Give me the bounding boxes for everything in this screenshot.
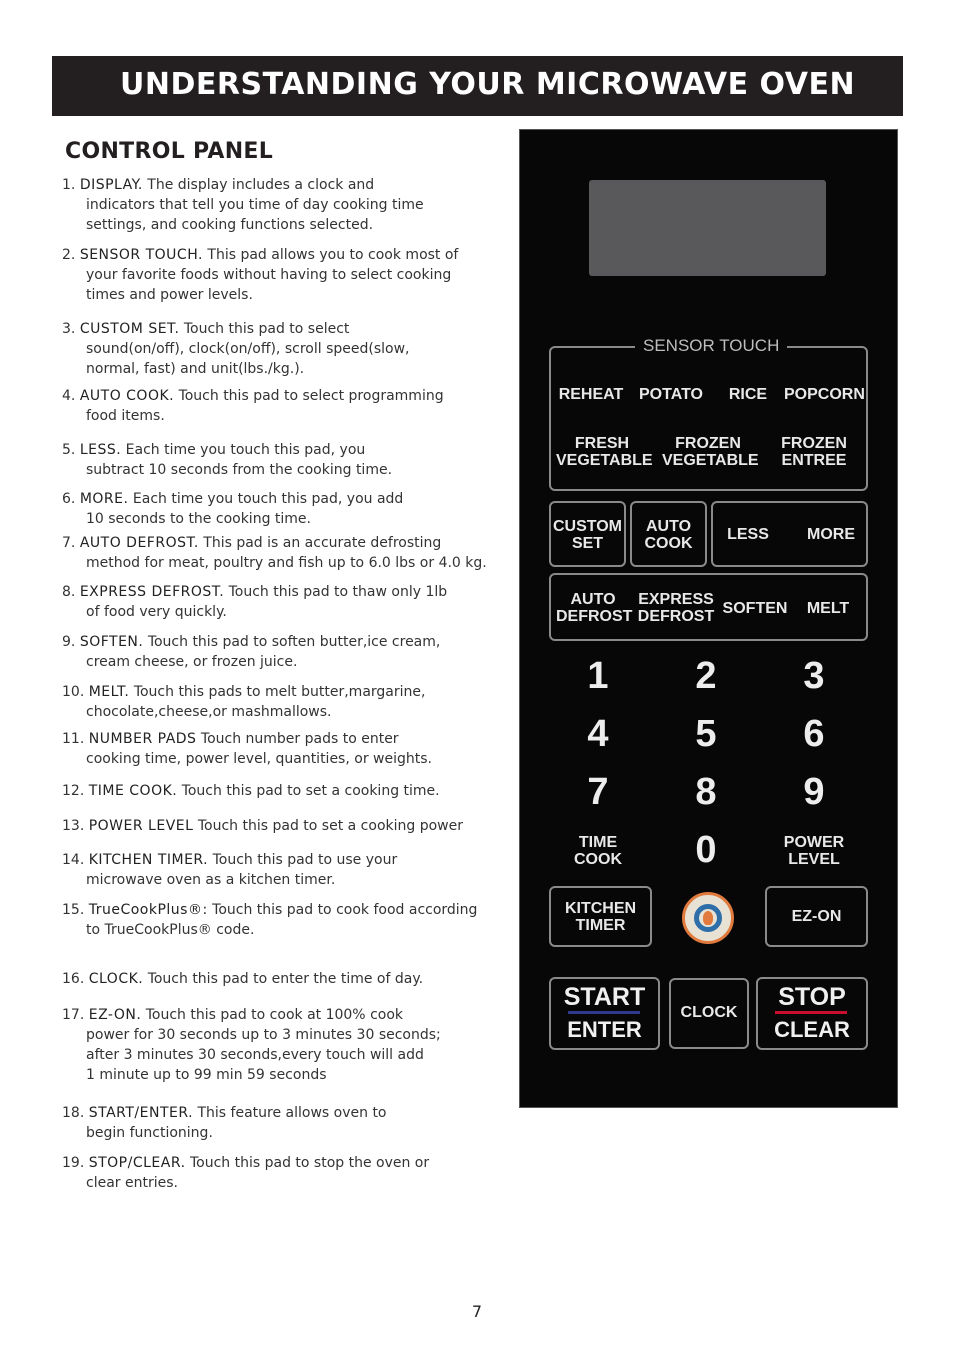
digit-4: 4 [587, 713, 609, 755]
melt-key: MELT [806, 600, 850, 617]
item-number: 6. [62, 491, 76, 507]
soften-key: SOFTEN [722, 600, 788, 617]
item-description: Touch this pad to soften butter,ice cream, [147, 634, 441, 650]
more-key: MORE [807, 526, 855, 543]
item-term: START/ENTER. [88, 1105, 194, 1121]
list-item [62, 440, 507, 480]
stop-label: STOP [778, 983, 846, 1011]
fresh-vegetable-line1: FRESH [574, 435, 630, 452]
express-defrost-line2: DEFROST [637, 608, 715, 625]
item-number: 4. [62, 388, 76, 404]
item-description-continued: times and power levels. [86, 287, 253, 303]
item-description-continued: after 3 minutes 30 seconds,every touch will add [86, 1047, 424, 1063]
item-description: Touch this pad to use your [212, 852, 398, 868]
power-level-key [774, 834, 854, 868]
sensor-touch-label: SENSOR TOUCH [635, 336, 787, 356]
popcorn-key: POPCORN [784, 386, 865, 403]
item-number: 2. [62, 247, 76, 263]
item-number: 9. [62, 634, 76, 650]
list-item [62, 781, 507, 801]
list-item [62, 729, 507, 769]
item-description-continued: food items. [86, 408, 165, 424]
item-description: Touch this pad to stop the oven or [189, 1155, 430, 1171]
item-number: 10. [62, 684, 85, 700]
list-item [62, 969, 507, 989]
digit-9: 9 [803, 771, 825, 813]
item-term: MORE. [79, 491, 129, 507]
item-term: STOP/CLEAR. [88, 1155, 186, 1171]
item-number: 19. [62, 1155, 85, 1171]
item-description: Touch number pads to enter [200, 731, 399, 747]
item-number: 12. [62, 783, 85, 799]
list-item [62, 489, 507, 529]
item-number: 7. [62, 535, 76, 551]
item-number: 5. [62, 442, 76, 458]
frozen-vegetable-line2: VEGETABLE [662, 452, 759, 469]
item-term: SOFTEN. [79, 634, 144, 650]
item-term: SENSOR TOUCH. [79, 247, 203, 263]
item-term: CUSTOM SET. [79, 321, 180, 337]
item-number: 14. [62, 852, 85, 868]
item-number: 18. [62, 1105, 85, 1121]
list-item [62, 1103, 507, 1143]
item-description-continued: cooking time, power level, quantities, or weights. [86, 751, 432, 767]
item-term: CLOCK. [88, 971, 144, 987]
list-item [62, 1153, 507, 1193]
frozen-vegetable-key [662, 435, 759, 469]
list-item [62, 816, 507, 836]
auto-defrost-key [556, 591, 633, 625]
item-number: 16. [62, 971, 85, 987]
item-description: This pad allows you to cook most of [207, 247, 459, 263]
item-description-continued: cream cheese, or frozen juice. [86, 654, 298, 670]
auto-defrost-line1: AUTO [570, 591, 616, 608]
list-item [62, 386, 507, 426]
start-divider [568, 1011, 640, 1014]
auto-cook-label [632, 518, 705, 552]
header-bar [52, 56, 903, 116]
power-level-line1: POWER [783, 834, 845, 851]
item-number: 1. [62, 177, 76, 193]
ez-on-label: EZ-ON [791, 908, 842, 925]
item-number: 13. [62, 818, 85, 834]
list-item [62, 900, 507, 940]
time-cook-line1: TIME [578, 834, 618, 851]
fresh-vegetable-line2: VEGETABLE [556, 452, 653, 469]
custom-set-label [551, 518, 624, 552]
item-description-continued: power for 30 seconds up to 3 minutes 30 seconds; [86, 1027, 441, 1043]
clear-label: CLEAR [774, 1017, 850, 1042]
digit-0: 0 [695, 829, 717, 871]
item-description-continued: indicators that tell you time of day cooking time [86, 197, 424, 213]
item-term: DISPLAY. [79, 177, 143, 193]
section-title: CONTROL PANEL [65, 139, 274, 164]
page-number: 7 [471, 1302, 483, 1321]
item-term: AUTO COOK. [79, 388, 175, 404]
item-description: This pad is an accurate defrosting [203, 535, 442, 551]
item-term: EZ-ON. [88, 1007, 142, 1023]
list-item [62, 533, 507, 573]
item-description-continued: clear entries. [86, 1175, 178, 1191]
rice-key: RICE [728, 386, 768, 403]
item-description-continued: subtract 10 seconds from the cooking time. [86, 462, 393, 478]
time-cook-line2: COOK [574, 851, 622, 868]
custom-set-line2: SET [571, 535, 604, 552]
kitchen-timer-label [551, 900, 650, 934]
display-window [589, 180, 826, 276]
express-defrost-line1: EXPRESS [638, 591, 714, 608]
item-description-continued: begin functioning. [86, 1125, 213, 1141]
item-term: TIME COOK. [88, 783, 178, 799]
list-item [62, 245, 507, 305]
less-key: LESS [727, 526, 769, 543]
digit-3: 3 [803, 655, 825, 697]
item-term: KITCHEN TIMER. [88, 852, 209, 868]
list-item [62, 1005, 507, 1085]
item-description: This feature allows oven to [197, 1105, 387, 1121]
start-label: START [563, 983, 646, 1011]
item-description: Touch this pad to set a cooking power [197, 818, 463, 834]
item-description: The display includes a clock and [147, 177, 375, 193]
time-cook-key [560, 834, 636, 868]
item-term: LESS. [79, 442, 122, 458]
list-item [62, 632, 507, 672]
item-description: Touch this pad to cook food according [212, 902, 478, 918]
item-description-continued: settings, and cooking functions selected. [86, 217, 374, 233]
item-term: NUMBER PADS [88, 731, 197, 747]
enter-label: ENTER [567, 1017, 642, 1042]
list-item [62, 682, 507, 722]
digit-7: 7 [587, 771, 609, 813]
auto-defrost-line2: DEFROST [556, 608, 633, 625]
item-description-continued: your favorite foods without having to select cooking [86, 267, 452, 283]
list-item [62, 319, 507, 379]
page-title: UNDERSTANDING YOUR MICROWAVE OVEN [120, 67, 856, 102]
item-number: 3. [62, 321, 76, 337]
kitchen-timer-line2: TIMER [575, 917, 626, 934]
digit-6: 6 [803, 713, 825, 755]
reheat-key: REHEAT [558, 386, 624, 403]
digit-5: 5 [695, 713, 717, 755]
item-description-continued: method for meat, poultry and fish up to 6.0 lbs or 4.0 kg. [86, 555, 487, 571]
item-term: MELT. [88, 684, 130, 700]
control-panel-illustration [519, 129, 898, 1108]
item-description-continued: chocolate,cheese,or mashmallows. [86, 704, 332, 720]
item-term: AUTO DEFROST. [79, 535, 199, 551]
item-description: Each time you touch this pad, you [125, 442, 366, 458]
item-description-continued: to TrueCookPlus® code. [86, 922, 255, 938]
item-description-continued: sound(on/off), clock(on/off), scroll speed(slow, [86, 341, 410, 357]
truecookplus-logo-icon [682, 892, 734, 944]
clock-label: CLOCK [680, 1004, 738, 1021]
auto-cook-line1: AUTO [645, 518, 692, 535]
item-description-continued: microwave oven as a kitchen timer. [86, 872, 336, 888]
item-description: Each time you touch this pad, you add [132, 491, 404, 507]
item-description-continued: of food very quickly. [86, 604, 227, 620]
item-description: Touch this pad to cook at 100% cook [145, 1007, 403, 1023]
item-description: Touch this pad to thaw only 1lb [228, 584, 448, 600]
item-description-continued: normal, fast) and unit(lbs./kg.). [86, 361, 305, 377]
digit-8: 8 [695, 771, 717, 813]
frozen-entree-key [772, 435, 856, 469]
item-number: 11. [62, 731, 85, 747]
frozen-entree-line1: FROZEN [781, 435, 847, 452]
item-term: TrueCookPlus®: [88, 902, 208, 918]
item-number: 8. [62, 584, 76, 600]
sensor-touch-group [549, 346, 868, 491]
item-term: EXPRESS DEFROST. [79, 584, 225, 600]
stop-divider [775, 1011, 847, 1014]
item-description: Touch this pads to melt butter,margarine, [133, 684, 426, 700]
potato-key: POTATO [639, 386, 703, 403]
list-item [62, 582, 507, 622]
fresh-vegetable-key [556, 435, 653, 469]
item-description: Touch this pad to select [183, 321, 350, 337]
item-description: Touch this pad to enter the time of day. [147, 971, 424, 987]
power-level-line2: LEVEL [788, 851, 840, 868]
auto-cook-line2: COOK [644, 535, 693, 552]
item-description-continued: 10 seconds to the cooking time. [86, 511, 311, 527]
kitchen-timer-line1: KITCHEN [564, 900, 637, 917]
item-number: 17. [62, 1007, 85, 1023]
item-number: 15. [62, 902, 85, 918]
item-description: Touch this pad to select programming [178, 388, 444, 404]
item-term: POWER LEVEL [88, 818, 194, 834]
frozen-vegetable-line1: FROZEN [675, 435, 741, 452]
digit-2: 2 [695, 655, 717, 697]
express-defrost-key [636, 591, 716, 625]
list-item [62, 850, 507, 890]
list-item [62, 175, 507, 235]
digit-1: 1 [587, 655, 609, 697]
item-description: Touch this pad to set a cooking time. [181, 783, 440, 799]
frozen-entree-line2: ENTREE [781, 452, 847, 469]
custom-set-line1: CUSTOM [552, 518, 623, 535]
item-description-continued: 1 minute up to 99 min 59 seconds [86, 1067, 327, 1083]
